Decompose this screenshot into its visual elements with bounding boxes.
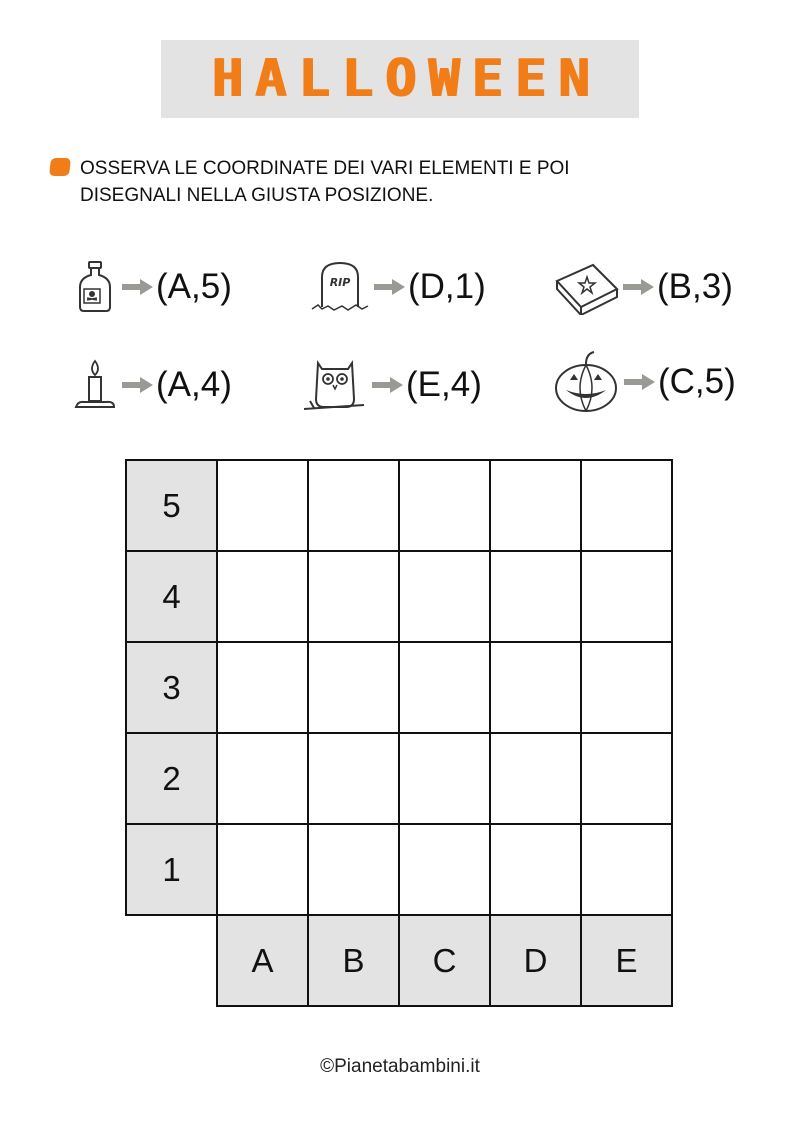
spell-book-icon [553, 259, 621, 315]
pumpkin-icon [550, 350, 622, 414]
column-label: A [216, 914, 309, 1007]
candle-icon [70, 357, 120, 413]
grid-cell-b2[interactable] [307, 732, 400, 825]
arrow-right-icon [624, 372, 656, 392]
owl-icon [300, 357, 370, 413]
legend-item-tombstone [308, 257, 486, 317]
grid-cell-c2[interactable] [398, 732, 491, 825]
grid-cell-a3[interactable] [216, 641, 309, 734]
column-label: E [580, 914, 673, 1007]
grid-cell-e1[interactable] [580, 823, 673, 916]
grid-cell-e5[interactable] [580, 459, 673, 552]
grid-cell-c4[interactable] [398, 550, 491, 643]
grid-cell-a1[interactable] [216, 823, 309, 916]
grid-cell-e4[interactable] [580, 550, 673, 643]
grid-cell-b5[interactable] [307, 459, 400, 552]
grid-cell-c3[interactable] [398, 641, 491, 734]
legend-item-pumpkin [550, 352, 736, 412]
grid-cell-c5[interactable] [398, 459, 491, 552]
legend-item-owl [300, 355, 482, 415]
column-label: D [489, 914, 582, 1007]
title-banner [161, 40, 639, 118]
grid-cell-e2[interactable] [580, 732, 673, 825]
grid-cell-c1[interactable] [398, 823, 491, 916]
row-label: 1 [125, 823, 218, 916]
legend-coordinate: (D,1) [408, 267, 486, 306]
grid-cell-d3[interactable] [489, 641, 582, 734]
instructions [80, 155, 700, 209]
legend-item-candle [70, 355, 232, 415]
legend-item-book [553, 257, 733, 317]
legend-coordinate: (E,4) [406, 365, 482, 404]
arrow-right-icon [122, 375, 154, 395]
grid-cell-d5[interactable] [489, 459, 582, 552]
tombstone-text: RIP [329, 276, 351, 289]
grid-cell-d4[interactable] [489, 550, 582, 643]
instruction-line-1: OSSERVA LE COORDINATE DEI VARI ELEMENTI E POI [80, 158, 570, 179]
arrow-right-icon [122, 277, 154, 297]
tombstone-icon [308, 259, 372, 315]
row-label: 3 [125, 641, 218, 734]
row-label: 2 [125, 732, 218, 825]
column-label: B [307, 914, 400, 1007]
grid-cell-d1[interactable] [489, 823, 582, 916]
arrow-right-icon [374, 277, 406, 297]
legend-coordinate: (C,5) [658, 362, 736, 401]
potion-bottle-icon [70, 259, 120, 315]
grid-cell-d2[interactable] [489, 732, 582, 825]
grid-cell-a5[interactable] [216, 459, 309, 552]
legend-coordinate: (A,4) [156, 365, 232, 404]
legend-coordinate: (A,5) [156, 267, 232, 306]
row-label: 5 [125, 459, 218, 552]
footer-credit: ©Pianetabambini.it [320, 1056, 480, 1077]
grid-cell-b4[interactable] [307, 550, 400, 643]
grid-cell-b1[interactable] [307, 823, 400, 916]
arrow-right-icon [372, 375, 404, 395]
legend-item-potion [70, 257, 232, 317]
instruction-line-2: DISEGNALI NELLA GIUSTA POSIZIONE. [80, 185, 434, 206]
page-title: HALLOWEEN [211, 49, 601, 109]
row-label: 4 [125, 550, 218, 643]
grid-cell-a4[interactable] [216, 550, 309, 643]
instruction-bullet-icon [49, 158, 71, 176]
grid-cell-e3[interactable] [580, 641, 673, 734]
column-label: C [398, 914, 491, 1007]
arrow-right-icon [623, 277, 655, 297]
grid-cell-a2[interactable] [216, 732, 309, 825]
grid-cell-b3[interactable] [307, 641, 400, 734]
legend-coordinate: (B,3) [657, 267, 733, 306]
